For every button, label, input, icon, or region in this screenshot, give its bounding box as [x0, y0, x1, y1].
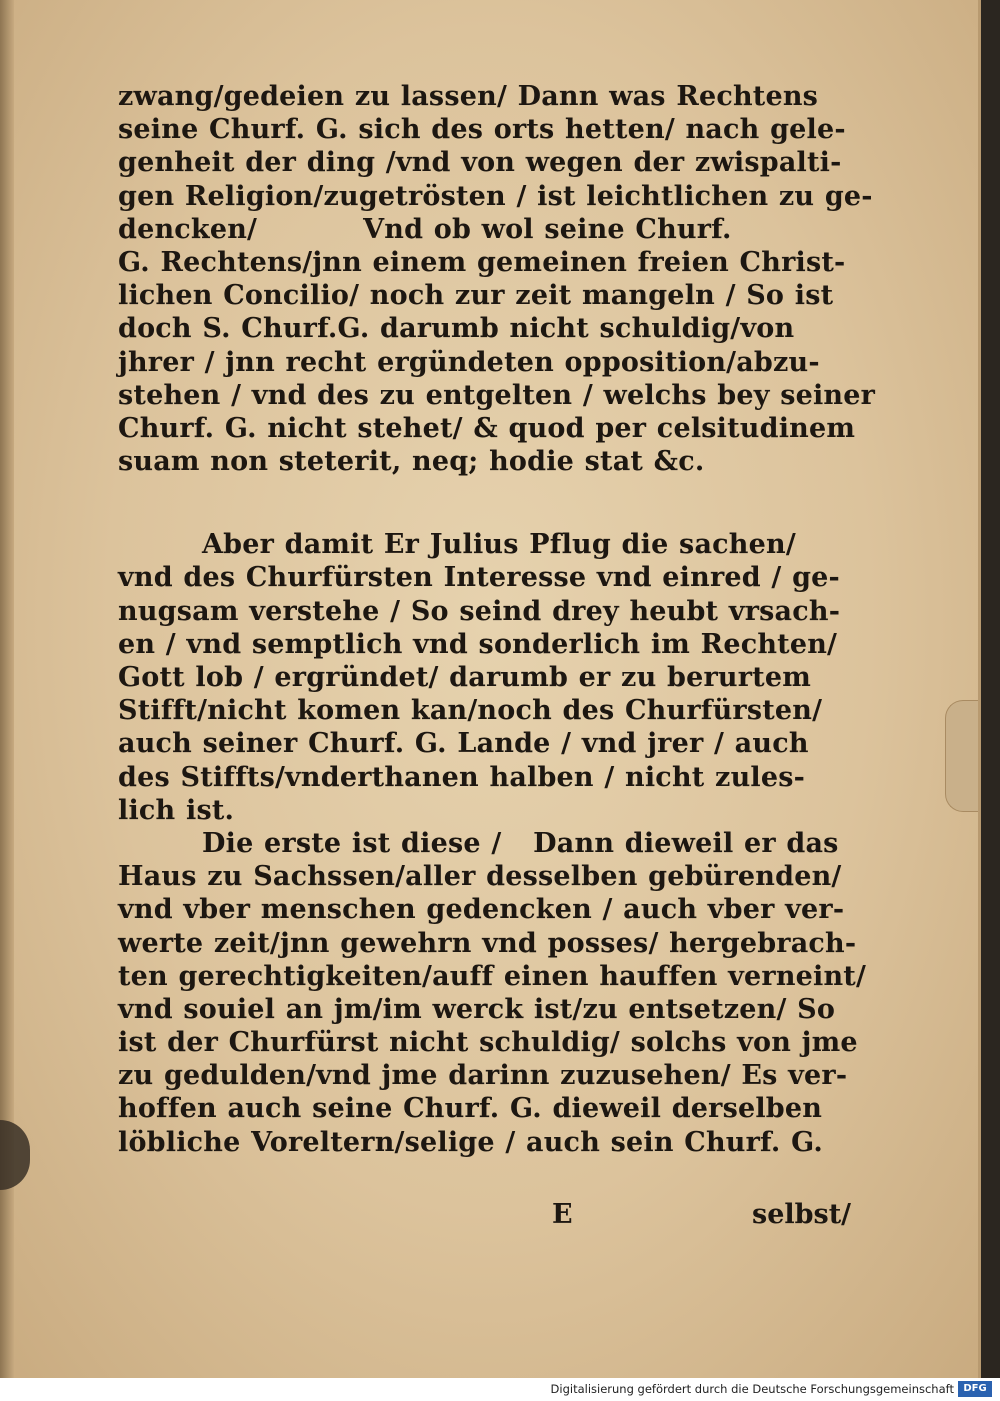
paragraph-gap [118, 478, 833, 528]
text-line: zu gedulden/vnd jme darinn zuzusehen/ Es ver- [118, 1060, 848, 1092]
text-line: des Stiffts/vnderthanen halben / nicht zules- [118, 761, 806, 793]
text-line: stehen / vnd des zu entgelten / welchs bey seiner [118, 379, 876, 411]
text-line: en / vnd semptlich vnd sonderlich im Rechten/ [118, 628, 838, 660]
text-line: auch seiner Churf. G. Lande / vnd jrer / auch [118, 728, 809, 760]
text-line: G. Rechtens/jnn einem gemeinen freien Christ- [118, 246, 846, 278]
text-line: Stifft/nicht komen kan/noch des Churfürsten/ [118, 695, 823, 727]
text-line: Die erste ist diese / Dann dieweil er das [202, 827, 839, 859]
text-line: dencken/ Vnd ob wol seine Churf. [118, 213, 732, 245]
text-line: gen Religion/zugetrösten / ist leichtlichen zu ge- [118, 180, 873, 212]
signature-mark: E [552, 1199, 573, 1230]
text-line: vnd souiel an jm/im werck ist/zu entsetzen/ So [118, 993, 836, 1025]
text-line: Churf. G. nicht stehet/ & quod per celsitudinem [118, 412, 856, 444]
page-edge-tab [945, 700, 978, 812]
text-line: vnd vber menschen gedencken / auch vber ver- [118, 894, 845, 926]
funding-credit: Digitalisierung gefördert durch die Deutsche Forschungsgemeinschaft [550, 1382, 954, 1396]
page-stain [0, 1120, 30, 1190]
footer-bar [0, 1378, 1000, 1401]
text-line: suam non steterit, neq; hodie stat &c. [118, 446, 705, 478]
text-line: ten gerechtigkeiten/auff einen hauffen verneint/ [118, 960, 867, 992]
text-line: jhrer / jnn recht ergündeten opposition/abzu- [118, 346, 820, 378]
text-line: Haus zu Sachssen/aller desselben gebürenden/ [118, 861, 842, 893]
text-line: zwang/gedeien zu lassen/ Dann was Rechtens [118, 81, 819, 112]
paragraph-2 [118, 528, 841, 827]
text-line: ist der Churfürst nicht schuldig/ solchs von jme [118, 1027, 858, 1059]
text-line: Aber damit Er Julius Pflug die sachen/ [202, 529, 796, 561]
text-line: vnd des Churfürsten Interesse vnd einred / ge- [118, 562, 840, 594]
catchword: selbst/ [752, 1199, 852, 1230]
text-line: löbliche Voreltern/selige / auch sein Churf. G. [118, 1126, 824, 1158]
page-text-block [118, 80, 876, 1159]
text-line: doch S. Churf.G. darumb nicht schuldig/von [118, 313, 795, 345]
dfg-logo: DFG [958, 1381, 992, 1397]
paragraph-1 [118, 80, 876, 478]
text-line: nugsam verstehe / So seind drey heubt vrsach- [118, 595, 841, 627]
text-line: lichen Concilio/ noch zur zeit mangeln / So ist [118, 280, 834, 312]
text-line: seine Churf. G. sich des orts hetten/ nach gele- [118, 114, 846, 146]
paragraph-3 [118, 827, 867, 1159]
text-line: genheit der ding /vnd von wegen der zwispalti- [118, 147, 842, 179]
text-line: hoffen auch seine Churf. G. dieweil derselben [118, 1093, 823, 1125]
text-line: lich ist. [118, 794, 235, 826]
text-line: werte zeit/jnn gewehrn vnd posses/ hergebrach- [118, 927, 857, 959]
text-line: Gott lob / ergründet/ darumb er zu berurtem [118, 662, 811, 693]
